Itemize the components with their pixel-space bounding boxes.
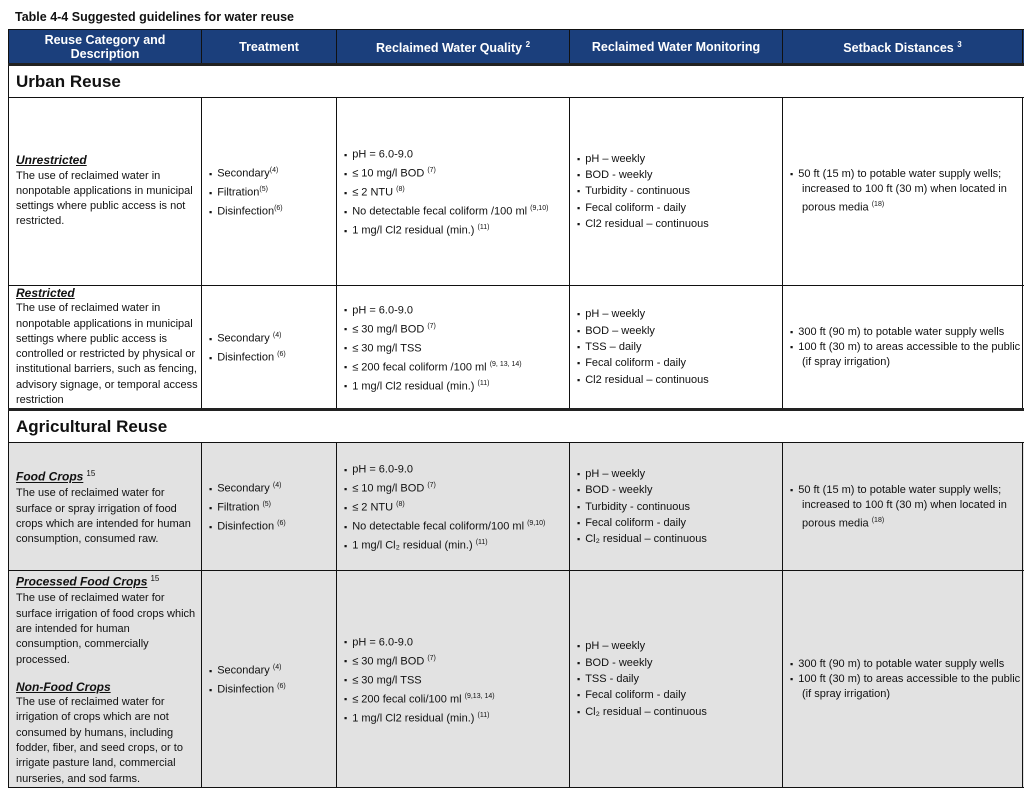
category-cell-processed-food-crops bbox=[9, 571, 202, 788]
list-item: ▪ Secondary $^{(4)}$ bbox=[209, 478, 336, 497]
category-cell-restricted bbox=[9, 286, 202, 410]
quality-cell bbox=[337, 443, 570, 571]
setback-cell bbox=[783, 286, 1023, 410]
setback-cell bbox=[783, 571, 1023, 788]
list-item: ▪ 1 mg/l Cl₂ residual (min.) $^{(11)}$ bbox=[344, 535, 569, 554]
setback-list bbox=[783, 167, 1022, 216]
list-item: ▪ Cl2 residual – continuous bbox=[577, 372, 782, 388]
treatment-list bbox=[202, 163, 336, 220]
quality-list bbox=[337, 144, 569, 239]
list-item: ▪ ≤ 30 mg/l TSS bbox=[344, 338, 569, 357]
setback-cell bbox=[783, 98, 1023, 286]
list-item: ▪ TSS – daily bbox=[577, 339, 782, 355]
section-urban bbox=[9, 65, 1024, 98]
quality-cell bbox=[337, 286, 570, 410]
category-name: Unrestricted bbox=[16, 153, 198, 168]
list-item: ▪ BOD - weekly bbox=[577, 167, 782, 183]
setback-list bbox=[783, 657, 1022, 702]
header-monitoring: Reclaimed Water Monitoring bbox=[570, 30, 783, 65]
category-description: The use of reclaimed water for surface or spray irrigation of food crops which are intended for human consumption, consumed raw. bbox=[16, 486, 198, 547]
list-item: ▪ Secondary $^{(4)}$ bbox=[209, 660, 336, 679]
list-item: ▪ Filtration $^{(5)}$ bbox=[209, 497, 336, 516]
category-name: Food Crops bbox=[16, 470, 83, 484]
treatment-cell bbox=[202, 571, 337, 788]
treatment-list bbox=[202, 660, 336, 698]
list-item: ▪ ≤ 10 mg/l BOD $^{(7)}$ bbox=[344, 478, 569, 497]
list-item: ▪ Secondary$^{(4)}$ bbox=[209, 163, 336, 182]
quality-list bbox=[337, 300, 569, 395]
list-item: ▪ pH = 6.0-9.0 bbox=[344, 459, 569, 478]
list-item: ▪ Fecal coliform - daily bbox=[577, 355, 782, 371]
setback-list bbox=[783, 483, 1022, 532]
spacer bbox=[16, 668, 198, 680]
list-item: ▪ Secondary $^{(4)}$ bbox=[209, 328, 336, 347]
setback-cell bbox=[783, 443, 1023, 571]
monitoring-cell bbox=[570, 571, 783, 788]
list-item: ▪ ≤ 10 mg/l BOD $^{(7)}$ bbox=[344, 163, 569, 182]
list-item: ▪ ≤ 2 NTU $^{(8)}$ bbox=[344, 497, 569, 516]
list-item: ▪ BOD - weekly bbox=[577, 655, 782, 671]
setback-list bbox=[783, 325, 1022, 370]
treatment-list bbox=[202, 478, 336, 535]
header-quality: Reclaimed Water Quality $^2$ bbox=[337, 30, 570, 65]
list-item: ▪ BOD - weekly bbox=[577, 482, 782, 498]
list-item: ▪ Disinfection $^{(6)}$ bbox=[209, 347, 336, 366]
list-item: ▪ Cl2 residual – continuous bbox=[577, 216, 782, 232]
monitoring-list bbox=[570, 306, 782, 387]
list-item: ▪ TSS - daily bbox=[577, 671, 782, 687]
category-name-wrap: Food Crops $^{15}$ bbox=[16, 466, 198, 486]
list-item: ▪ 1 mg/l Cl2 residual (min.) $^{(11)}$ bbox=[344, 376, 569, 395]
list-item: ▪ 300 ft (90 m) to potable water supply wells bbox=[790, 325, 1022, 340]
list-item: ▪ 100 ft (30 m) to areas accessible to the public (if spray irrigation) bbox=[790, 672, 1022, 702]
list-item: ▪ ≤ 200 fecal coliform /100 ml $^{(9, 13, 14)}$ bbox=[344, 357, 569, 376]
monitoring-cell bbox=[570, 443, 783, 571]
quality-cell bbox=[337, 571, 570, 788]
list-item: ▪ Disinfection$^{(6)}$ bbox=[209, 201, 336, 220]
list-item: ▪ 300 ft (90 m) to potable water supply wells bbox=[790, 657, 1022, 672]
list-item: ▪ Fecal coliform - daily bbox=[577, 687, 782, 703]
header-treatment: Treatment bbox=[202, 30, 337, 65]
list-item: ▪ Turbidity - continuous bbox=[577, 499, 782, 515]
list-item: ▪ 1 mg/l Cl2 residual (min.) $^{(11)}$ bbox=[344, 220, 569, 239]
category-cell-unrestricted bbox=[9, 98, 202, 286]
list-item: ▪ pH = 6.0-9.0 bbox=[344, 144, 569, 163]
section-title-urban: Urban Reuse bbox=[9, 65, 1024, 98]
table-caption: Table 4-4 Suggested guidelines for water reuse bbox=[15, 10, 294, 24]
list-item: ▪ pH = 6.0-9.0 bbox=[344, 300, 569, 319]
list-item: ▪ Turbidity - continuous bbox=[577, 183, 782, 199]
list-item: ▪ pH – weekly bbox=[577, 638, 782, 654]
category-name: Restricted bbox=[16, 286, 198, 301]
list-item: ▪ Fecal coliform - daily bbox=[577, 200, 782, 216]
list-item: ▪ Cl₂ residual – continuous bbox=[577, 531, 782, 547]
table-row-unrestricted bbox=[9, 98, 1024, 286]
list-item: ▪ pH – weekly bbox=[577, 306, 782, 322]
list-item: ▪ Fecal coliform - daily bbox=[577, 515, 782, 531]
header-row bbox=[9, 30, 1024, 65]
list-item: ▪ 1 mg/l Cl2 residual (min.) $^{(11)}$ bbox=[344, 708, 569, 727]
treatment-list bbox=[202, 328, 336, 366]
water-reuse-table bbox=[8, 29, 1024, 788]
table-row-food-crops bbox=[9, 443, 1024, 571]
list-item: ▪ No detectable fecal coliform/100 ml $^{(9,10)}$ bbox=[344, 516, 569, 535]
list-item: ▪ ≤ 30 mg/l BOD $^{(7)}$ bbox=[344, 319, 569, 338]
list-item: ▪ No detectable fecal coliform /100 ml $^{(9,10)}$ bbox=[344, 201, 569, 220]
header-setback: Setback Distances $^3$ bbox=[783, 30, 1023, 65]
list-item: ▪ 50 ft (15 m) to potable water supply wells; increased to 100 ft (30 m) when located in porous media $^{(18)}$ bbox=[790, 483, 1022, 532]
list-item: ▪ 100 ft (30 m) to areas accessible to the public (if spray irrigation) bbox=[790, 340, 1022, 370]
treatment-cell bbox=[202, 98, 337, 286]
monitoring-list bbox=[570, 638, 782, 719]
list-item: ▪ BOD – weekly bbox=[577, 323, 782, 339]
category-cell-food-crops bbox=[9, 443, 202, 571]
quality-list bbox=[337, 459, 569, 554]
list-item: ▪ pH = 6.0-9.0 bbox=[344, 632, 569, 651]
treatment-cell bbox=[202, 286, 337, 410]
monitoring-list bbox=[570, 151, 782, 232]
list-item: ▪ ≤ 2 NTU $^{(8)}$ bbox=[344, 182, 569, 201]
quality-cell bbox=[337, 98, 570, 286]
category-description: The use of reclaimed water in nonpotable applications in municipal settings where public access is not restricted. bbox=[16, 169, 198, 230]
treatment-cell bbox=[202, 443, 337, 571]
list-item: ▪ ≤ 30 mg/l BOD $^{(7)}$ bbox=[344, 651, 569, 670]
table-row-restricted bbox=[9, 286, 1024, 410]
category-name: Processed Food Crops bbox=[16, 575, 147, 589]
table-row-processed-food-crops bbox=[9, 571, 1024, 788]
header-category: Reuse Category and Description bbox=[9, 30, 202, 65]
list-item: ▪ Cl₂ residual – continuous bbox=[577, 704, 782, 720]
monitoring-cell bbox=[570, 286, 783, 410]
category-description-non-food: The use of reclaimed water for irrigation of crops which are not consumed by humans, including fodder, fiber, and seed crops, or to irrigate pasture land, commercial nurseries, and sod farms. bbox=[16, 695, 198, 787]
list-item: ▪ pH – weekly bbox=[577, 151, 782, 167]
list-item: ▪ ≤ 200 fecal coli/100 ml $^{(9,13, 14)}$ bbox=[344, 689, 569, 708]
monitoring-cell bbox=[570, 98, 783, 286]
section-title-agricultural: Agricultural Reuse bbox=[9, 410, 1024, 443]
quality-list bbox=[337, 632, 569, 727]
category-description: The use of reclaimed water in nonpotable applications in municipal settings where public access is controlled or restricted by physical or institutional barriers, such as fencing, advisory signage, or temporal access restriction bbox=[16, 301, 198, 408]
list-item: ▪ 50 ft (15 m) to potable water supply wells; increased to 100 ft (30 m) when located in porous media $^{(18)}$ bbox=[790, 167, 1022, 216]
list-item: ▪ Disinfection $^{(6)}$ bbox=[209, 516, 336, 535]
list-item: ▪ Filtration$^{(5)}$ bbox=[209, 182, 336, 201]
list-item: ▪ Disinfection $^{(6)}$ bbox=[209, 679, 336, 698]
category-name-wrap: Processed Food Crops $^{15}$ bbox=[16, 571, 198, 591]
category-description: The use of reclaimed water for surface irrigation of food crops which are intended for human consumption, commercially processed. bbox=[16, 591, 198, 667]
category-name-non-food: Non-Food Crops bbox=[16, 680, 198, 695]
list-item: ▪ ≤ 30 mg/l TSS bbox=[344, 670, 569, 689]
list-item: ▪ pH – weekly bbox=[577, 466, 782, 482]
section-agricultural bbox=[9, 410, 1024, 443]
monitoring-list bbox=[570, 466, 782, 547]
